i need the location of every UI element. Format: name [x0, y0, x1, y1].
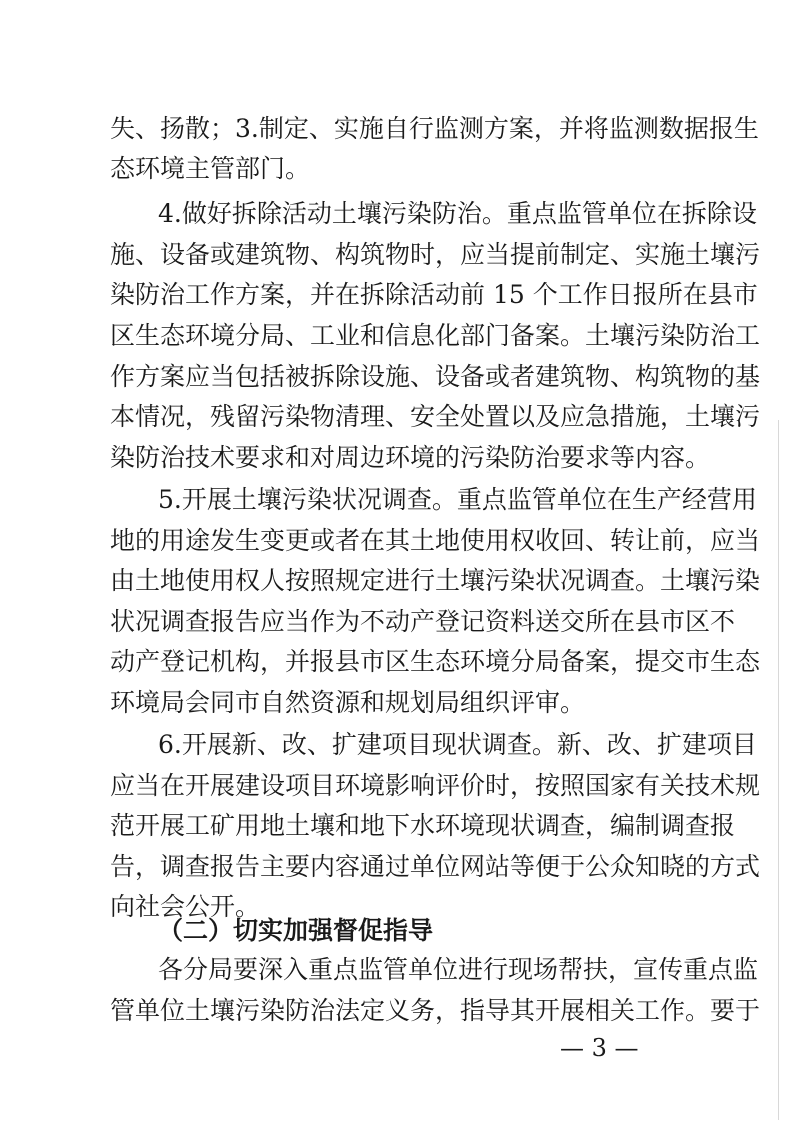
- text-line: 作方案应当包括被拆除设施、设备或者建筑物、构筑物的基: [110, 362, 761, 391]
- text-line: 范开展工矿用地土壤和地下水环境现状调查，编制调查报: [110, 811, 736, 840]
- scan-edge-divider: [778, 420, 779, 1120]
- text-line: 染防治技术要求和对周边环境的污染防治要求等内容。: [110, 443, 711, 472]
- text-line: 动产登记机构，并报县市区生态环境分局备案，提交市生态: [110, 647, 761, 676]
- text-line: 管单位土壤污染防治法定义务，指导其开展相关工作。要于: [110, 996, 761, 1025]
- text-line: 应当在开展建设项目环境影响评价时，按照国家有关技术规: [110, 771, 761, 800]
- text-line: 告，调查报告主要内容通过单位网站等便于公众知晓的方式: [110, 852, 761, 881]
- text-line: 向社会公开。: [110, 892, 261, 921]
- text-line: 地的用途发生变更或者在其土地使用权收回、转让前，应当: [110, 526, 761, 555]
- text-line: 施、设备或建筑物、构筑物时，应当提前制定、实施土壤污: [110, 240, 761, 269]
- text-line: 6.开展新、改、扩建项目现状调查。新、改、扩建项目: [158, 730, 757, 759]
- text-line: 环境局会同市自然资源和规划局组织评审。: [110, 688, 586, 717]
- text-line: 4.做好拆除活动土壤污染防治。重点监管单位在拆除设: [158, 199, 757, 228]
- text-line: 由土地使用权人按照规定进行土壤污染状况调查。土壤污染: [110, 566, 761, 595]
- text-line: 失、扬散；3.制定、实施自行监测方案，并将监测数据报生: [110, 114, 759, 143]
- page-number: — 3 —: [560, 1034, 639, 1062]
- text-line: 5.开展土壤污染状况调查。重点监管单位在生产经营用: [158, 485, 757, 514]
- section-heading: （二）切实加强督促指导: [158, 916, 434, 945]
- text-line: 状况调查报告应当作为不动产登记资料送交所在县市区不: [110, 607, 736, 636]
- text-line: 本情况，残留污染物清理、安全处置以及应急措施，土壤污: [110, 402, 761, 431]
- text-line: 各分局要深入重点监管单位进行现场帮扶，宣传重点监: [158, 955, 759, 984]
- text-line: 态环境主管部门。: [110, 154, 311, 183]
- text-line: 区生态环境分局、工业和信息化部门备案。土壤污染防治工: [110, 321, 761, 350]
- text-line: 染防治工作方案，并在拆除活动前 15 个工作日报所在县市: [110, 280, 758, 309]
